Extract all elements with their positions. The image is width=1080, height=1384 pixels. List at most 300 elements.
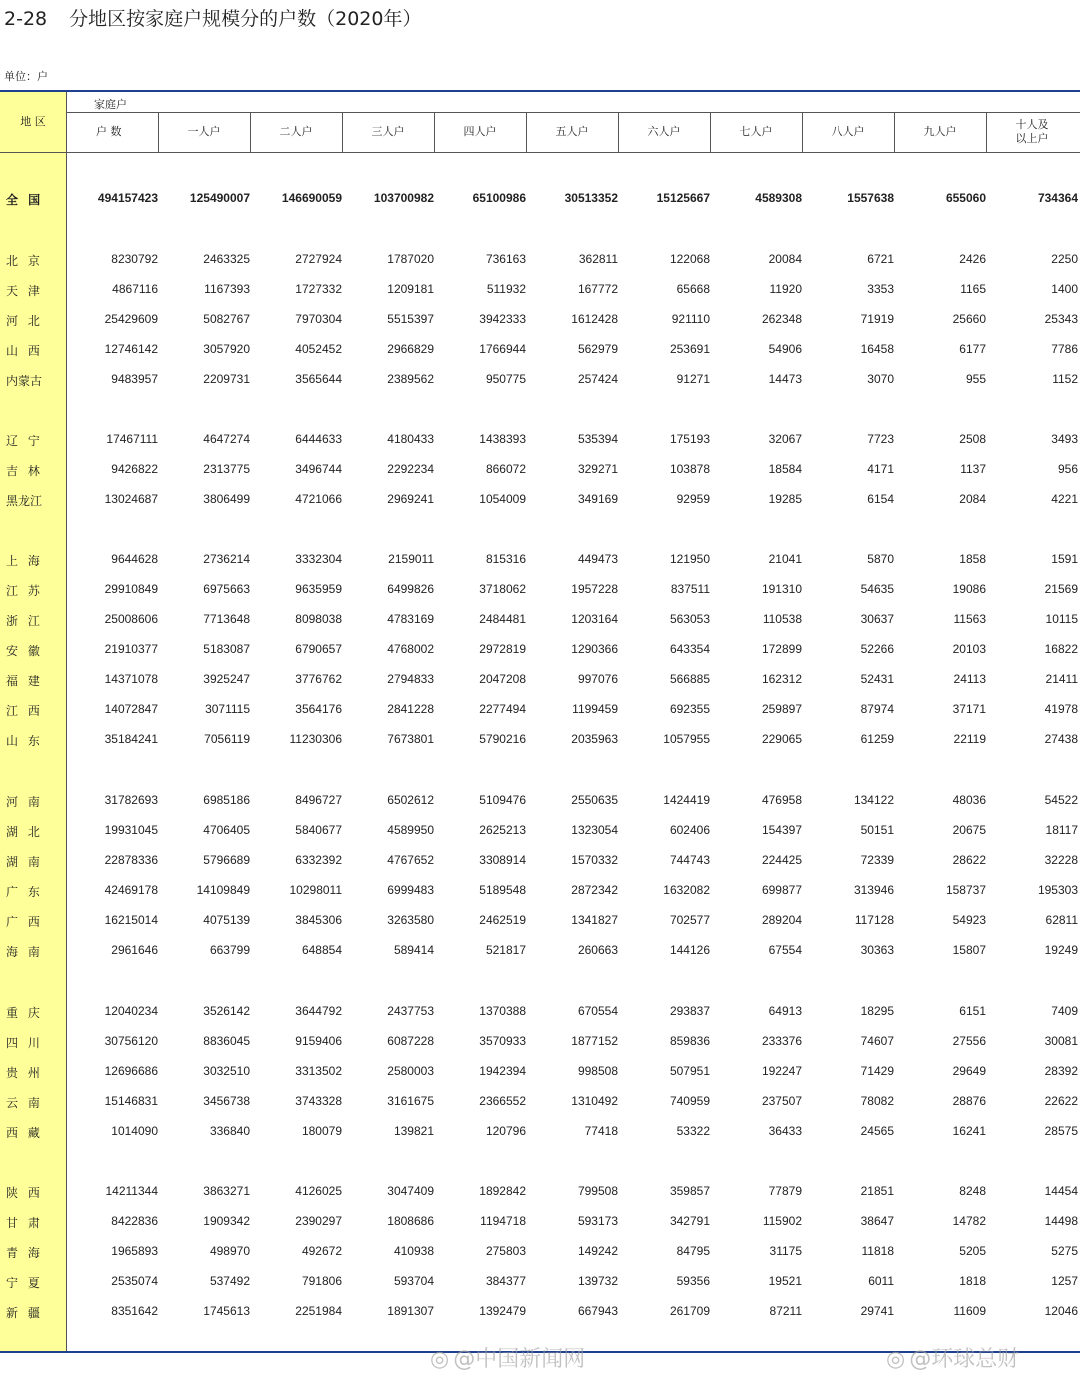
value-cell: 14782 [952,1214,986,1228]
weibo-icon: ◎ [430,1347,450,1372]
value-cell: 53322 [676,1124,710,1138]
value-cell: 14211344 [105,1184,158,1198]
value-cell: 699877 [761,883,802,897]
value-cell: 77418 [584,1124,618,1138]
value-cell: 4221 [1051,492,1078,506]
value-cell: 30756120 [104,1034,158,1048]
value-cell: 702577 [669,913,710,927]
value-cell: 837511 [670,582,710,596]
value-cell: 87211 [769,1304,802,1318]
value-cell: 8496727 [295,793,342,807]
column-header: 八人户 [831,125,865,139]
region-name: 广 西 [6,915,43,929]
value-cell: 740959 [669,1094,710,1108]
value-cell: 8248 [959,1184,986,1198]
value-cell: 289204 [761,913,802,927]
column-divider [986,112,987,152]
table-row [0,1091,1080,1111]
value-cell: 476958 [761,793,802,807]
region-name: 辽 宁 [6,434,43,448]
value-cell: 30363 [860,943,894,957]
value-cell: 4768002 [387,642,434,656]
value-cell: 10298011 [289,883,342,897]
region-name: 贵 州 [6,1066,43,1080]
value-cell: 1014090 [111,1124,158,1138]
value-cell: 4721066 [295,492,342,506]
value-cell: 6975663 [203,582,250,596]
value-cell: 1877152 [571,1034,618,1048]
value-cell: 28392 [1044,1064,1078,1078]
value-cell: 20084 [768,252,802,266]
value-cell: 25429609 [104,312,158,326]
value-cell: 41978 [1044,702,1078,716]
value-cell: 563053 [669,612,710,626]
table-header [0,92,1080,153]
table-row [0,790,1080,810]
region-name: 西 藏 [6,1126,43,1140]
region-name: 江 西 [6,704,43,718]
value-cell: 1965893 [111,1244,158,1258]
value-cell: 4647274 [203,432,250,446]
value-cell: 1257 [1051,1274,1078,1288]
value-cell: 6502612 [387,793,434,807]
value-cell: 3047409 [387,1184,434,1198]
column-divider [434,112,435,152]
value-cell: 6151 [959,1004,986,1018]
region-name: 全 国 [6,193,44,207]
value-cell: 1612428 [571,312,618,326]
value-cell: 1199459 [572,702,618,716]
region-name: 四 川 [6,1036,43,1050]
value-cell: 6332392 [295,853,342,867]
value-cell: 1057955 [663,732,710,746]
table-row [0,489,1080,509]
value-cell: 5205 [959,1244,986,1258]
value-cell: 19249 [1044,943,1078,957]
region-name: 安 徽 [6,644,43,658]
value-cell: 11609 [953,1304,986,1318]
unit-label: 单位：户 [4,70,48,83]
value-cell: 10115 [1045,612,1078,626]
region-name: 山 东 [6,734,43,748]
value-cell: 172899 [761,642,802,656]
value-cell: 115902 [762,1214,802,1228]
value-cell: 229065 [761,732,802,746]
watermark-2 [886,1342,1019,1373]
value-cell: 28575 [1044,1124,1078,1138]
value-cell: 2277494 [479,702,526,716]
value-cell: 9426822 [111,462,158,476]
region-name: 山 西 [6,344,43,358]
value-cell: 3570933 [479,1034,526,1048]
value-cell: 1152 [1052,372,1078,386]
value-cell: 4783169 [387,612,434,626]
value-cell: 859836 [669,1034,710,1048]
table-row [0,1211,1080,1231]
region-name: 上 海 [6,554,43,568]
value-cell: 3863271 [203,1184,250,1198]
value-cell: 1341827 [571,913,618,927]
value-cell: 1310492 [571,1094,618,1108]
table-row [0,729,1080,749]
value-cell: 4075139 [203,913,250,927]
table-row [0,699,1080,719]
value-cell: 1745613 [203,1304,250,1318]
value-cell: 663799 [209,943,250,957]
value-cell: 1957228 [571,582,618,596]
region-name: 北 京 [6,254,43,268]
table-row [0,1241,1080,1261]
value-cell: 1424419 [663,793,710,807]
value-cell: 329271 [577,462,618,476]
value-cell: 27438 [1044,732,1078,746]
table-row [0,820,1080,840]
value-cell: 67554 [768,943,802,957]
value-cell: 71919 [860,312,894,326]
value-cell: 30081 [1044,1034,1078,1048]
value-cell: 593173 [577,1214,618,1228]
value-cell: 22119 [953,732,986,746]
value-cell: 1858 [959,552,986,566]
value-cell: 3942333 [479,312,526,326]
value-cell: 997076 [577,672,618,686]
table-row [0,549,1080,569]
value-cell: 5183087 [203,642,250,656]
value-cell: 6154 [867,492,894,506]
table-title [4,4,421,31]
value-cell: 237507 [761,1094,802,1108]
value-cell: 24113 [953,672,986,686]
column-divider [894,112,895,152]
value-cell: 18295 [860,1004,894,1018]
value-cell: 2251984 [295,1304,342,1318]
value-cell: 14498 [1044,1214,1078,1228]
value-cell: 22878336 [104,853,158,867]
value-cell: 7723 [867,432,894,446]
value-cell: 11818 [861,1244,894,1258]
column-divider [526,112,527,152]
value-cell: 224425 [761,853,802,867]
value-cell: 744743 [669,853,710,867]
value-cell: 593704 [393,1274,434,1288]
value-cell: 7713648 [203,612,250,626]
value-cell: 1137 [960,462,986,476]
weibo-icon: ◎ [886,1347,906,1372]
region-name: 天 津 [6,284,43,298]
value-cell: 5870 [867,552,894,566]
value-cell: 25660 [952,312,986,326]
value-cell: 7409 [1051,1004,1078,1018]
value-cell: 32228 [1044,853,1078,867]
value-cell: 4171 [867,462,894,476]
region-name: 广 东 [6,885,43,899]
value-cell: 7786 [1051,342,1078,356]
value-cell: 2484481 [479,612,526,626]
region-name: 宁 夏 [6,1276,43,1290]
value-cell: 2047208 [479,672,526,686]
value-cell: 64913 [768,1004,802,1018]
value-cell: 12696686 [104,1064,158,1078]
value-cell: 19931045 [104,823,158,837]
value-cell: 3718062 [479,582,526,596]
value-cell: 998508 [577,1064,618,1078]
value-cell: 7970304 [295,312,342,326]
value-cell: 20103 [952,642,986,656]
value-cell: 180079 [301,1124,342,1138]
value-cell: 692355 [669,702,710,716]
value-cell: 2463325 [203,252,250,266]
value-cell: 866072 [485,462,526,476]
value-cell: 667943 [577,1304,618,1318]
value-cell: 511932 [486,282,526,296]
region-name: 福 建 [6,674,43,688]
value-cell: 2390297 [295,1214,342,1228]
value-cell: 8836045 [203,1034,250,1048]
value-cell: 2084 [959,492,986,506]
watermark-1 [430,1342,585,1373]
value-cell: 1165 [960,282,986,296]
value-cell: 2313775 [203,462,250,476]
value-cell: 8230792 [111,252,158,266]
value-cell: 14072847 [104,702,158,716]
value-cell: 3263580 [387,913,434,927]
table-row [0,279,1080,299]
value-cell: 30513352 [564,191,618,205]
value-cell: 18117 [1045,823,1078,837]
value-cell: 3353 [867,282,894,296]
value-cell: 62811 [1045,913,1078,927]
value-cell: 2872342 [571,883,618,897]
value-cell: 3493 [1051,432,1078,446]
value-cell: 154397 [761,823,802,837]
table-row [0,309,1080,329]
column-header: 十人及 以上户 [1015,118,1049,145]
value-cell: 362811 [578,252,618,266]
value-cell: 955 [965,372,986,386]
value-cell: 262348 [761,312,802,326]
value-cell: 3161675 [387,1094,434,1108]
value-cell: 21569 [1044,582,1078,596]
value-cell: 65668 [676,282,710,296]
value-cell: 12746142 [104,342,158,356]
value-cell: 2508 [959,432,986,446]
value-cell: 6177 [959,342,986,356]
value-cell: 537492 [209,1274,250,1288]
value-cell: 5189548 [479,883,526,897]
value-cell: 4767652 [387,853,434,867]
value-cell: 52431 [860,672,894,686]
value-cell: 233376 [761,1034,802,1048]
watermark-text-1: @中国新闻网 [453,1347,586,1372]
value-cell: 77879 [768,1184,802,1198]
value-cell: 65100986 [472,191,526,205]
value-cell: 21411 [1045,672,1078,686]
value-cell: 48036 [952,793,986,807]
household-group-header [66,92,1080,113]
value-cell: 566885 [669,672,710,686]
value-cell: 521817 [485,943,526,957]
value-cell: 3057920 [203,342,250,356]
column-header: 五人户 [555,125,589,139]
table-row [0,940,1080,960]
value-cell: 22622 [1044,1094,1078,1108]
value-cell: 37171 [952,702,986,716]
value-cell: 643354 [669,642,710,656]
value-cell: 6444633 [295,432,342,446]
value-cell: 28622 [952,853,986,867]
value-cell: 29910849 [104,582,158,596]
value-cell: 1942394 [479,1064,526,1078]
value-cell: 5796689 [203,853,250,867]
value-cell: 5275 [1051,1244,1078,1258]
value-cell: 260663 [577,943,618,957]
value-cell: 9483957 [111,372,158,386]
value-cell: 253691 [669,342,710,356]
value-cell: 8422836 [111,1214,158,1228]
value-cell: 3032510 [203,1064,250,1078]
value-cell: 2535074 [111,1274,158,1288]
value-cell: 16458 [860,342,894,356]
value-cell: 50151 [860,823,894,837]
value-cell: 74607 [860,1034,894,1048]
value-cell: 2550635 [571,793,618,807]
value-cell: 120796 [485,1124,526,1138]
table-row [0,188,1080,208]
value-cell: 2209731 [203,372,250,386]
value-cell: 9644628 [111,552,158,566]
value-cell: 498970 [209,1244,250,1258]
value-cell: 4589950 [387,823,434,837]
household-group-label: 家庭户 [94,98,127,111]
column-divider [802,112,803,152]
region-name: 陕 西 [6,1186,43,1200]
value-cell: 71429 [860,1064,894,1078]
value-cell: 5109476 [479,793,526,807]
value-cell: 19086 [952,582,986,596]
value-cell: 134122 [853,793,894,807]
value-cell: 146690059 [281,191,342,205]
value-cell: 449473 [577,552,618,566]
column-header: 九人户 [923,125,957,139]
value-cell: 25008606 [104,612,158,626]
value-cell: 36433 [768,1124,802,1138]
column-header: 一人户 [187,125,221,139]
table-row [0,1001,1080,1021]
value-cell: 3456738 [203,1094,250,1108]
value-cell: 21041 [768,552,802,566]
region-name: 河 南 [6,795,43,809]
value-cell: 2462519 [479,913,526,927]
value-cell: 16822 [1044,642,1078,656]
value-cell: 27556 [952,1034,986,1048]
value-cell: 87974 [860,702,894,716]
value-cell: 1209181 [387,282,434,296]
value-cell: 2250 [1051,252,1078,266]
value-cell: 21910377 [104,642,158,656]
value-cell: 293837 [669,1004,710,1018]
value-cell: 122068 [669,252,710,266]
value-cell: 12040234 [104,1004,158,1018]
value-cell: 3644792 [295,1004,342,1018]
region-name: 海 南 [6,945,43,959]
value-cell: 24565 [860,1124,894,1138]
value-cell: 16241 [952,1124,986,1138]
value-cell: 1808686 [387,1214,434,1228]
value-cell: 342791 [669,1214,710,1228]
value-cell: 507951 [669,1064,710,1078]
column-divider [158,112,159,152]
value-cell: 7056119 [204,732,250,746]
value-cell: 4867116 [112,282,158,296]
value-cell: 492672 [301,1244,342,1258]
value-cell: 655060 [945,191,986,205]
table-number: 2-28 [4,8,48,30]
value-cell: 956 [1057,462,1078,476]
region-name: 云 南 [6,1096,43,1110]
value-cell: 4706405 [203,823,250,837]
value-cell: 54522 [1044,793,1078,807]
value-cell: 19521 [768,1274,802,1288]
value-cell: 14454 [1044,1184,1078,1198]
value-cell: 2727924 [295,252,342,266]
value-cell: 5840677 [295,823,342,837]
table-row [0,369,1080,389]
value-cell: 1167393 [204,282,250,296]
value-cell: 15807 [952,943,986,957]
value-cell: 20675 [952,823,986,837]
value-cell: 9159406 [295,1034,342,1048]
table-row [0,639,1080,659]
value-cell: 11230306 [289,732,342,746]
region-header: 地 区 [20,115,46,129]
watermark-text-2: @环球总财 [909,1347,1020,1372]
value-cell: 1194718 [480,1214,526,1228]
value-cell: 5082767 [203,312,250,326]
column-header: 七人户 [739,125,773,139]
value-cell: 167772 [577,282,618,296]
value-cell: 1438393 [479,432,526,446]
value-cell: 799508 [577,1184,618,1198]
value-cell: 3308914 [479,853,526,867]
value-cell: 54923 [952,913,986,927]
value-cell: 12046 [1044,1304,1078,1318]
value-cell: 313946 [853,883,894,897]
value-cell: 2794833 [387,672,434,686]
value-cell: 31782693 [104,793,158,807]
value-cell: 4589308 [755,191,802,205]
value-cell: 2366552 [479,1094,526,1108]
value-cell: 2972819 [479,642,526,656]
value-cell: 18584 [768,462,802,476]
value-cell: 13024687 [104,492,158,506]
value-cell: 1323054 [571,823,618,837]
value-cell: 2969241 [387,492,434,506]
value-cell: 29741 [860,1304,894,1318]
value-cell: 261709 [669,1304,710,1318]
value-cell: 791806 [301,1274,342,1288]
value-cell: 3332304 [295,552,342,566]
column-divider [250,112,251,152]
value-cell: 3776762 [295,672,342,686]
value-cell: 19285 [768,492,802,506]
value-cell: 648854 [301,943,342,957]
value-cell: 6999483 [387,883,434,897]
value-cell: 9635959 [295,582,342,596]
region-name: 吉 林 [6,464,43,478]
table-row [0,1181,1080,1201]
table-row [0,1301,1080,1321]
value-cell: 8098038 [295,612,342,626]
